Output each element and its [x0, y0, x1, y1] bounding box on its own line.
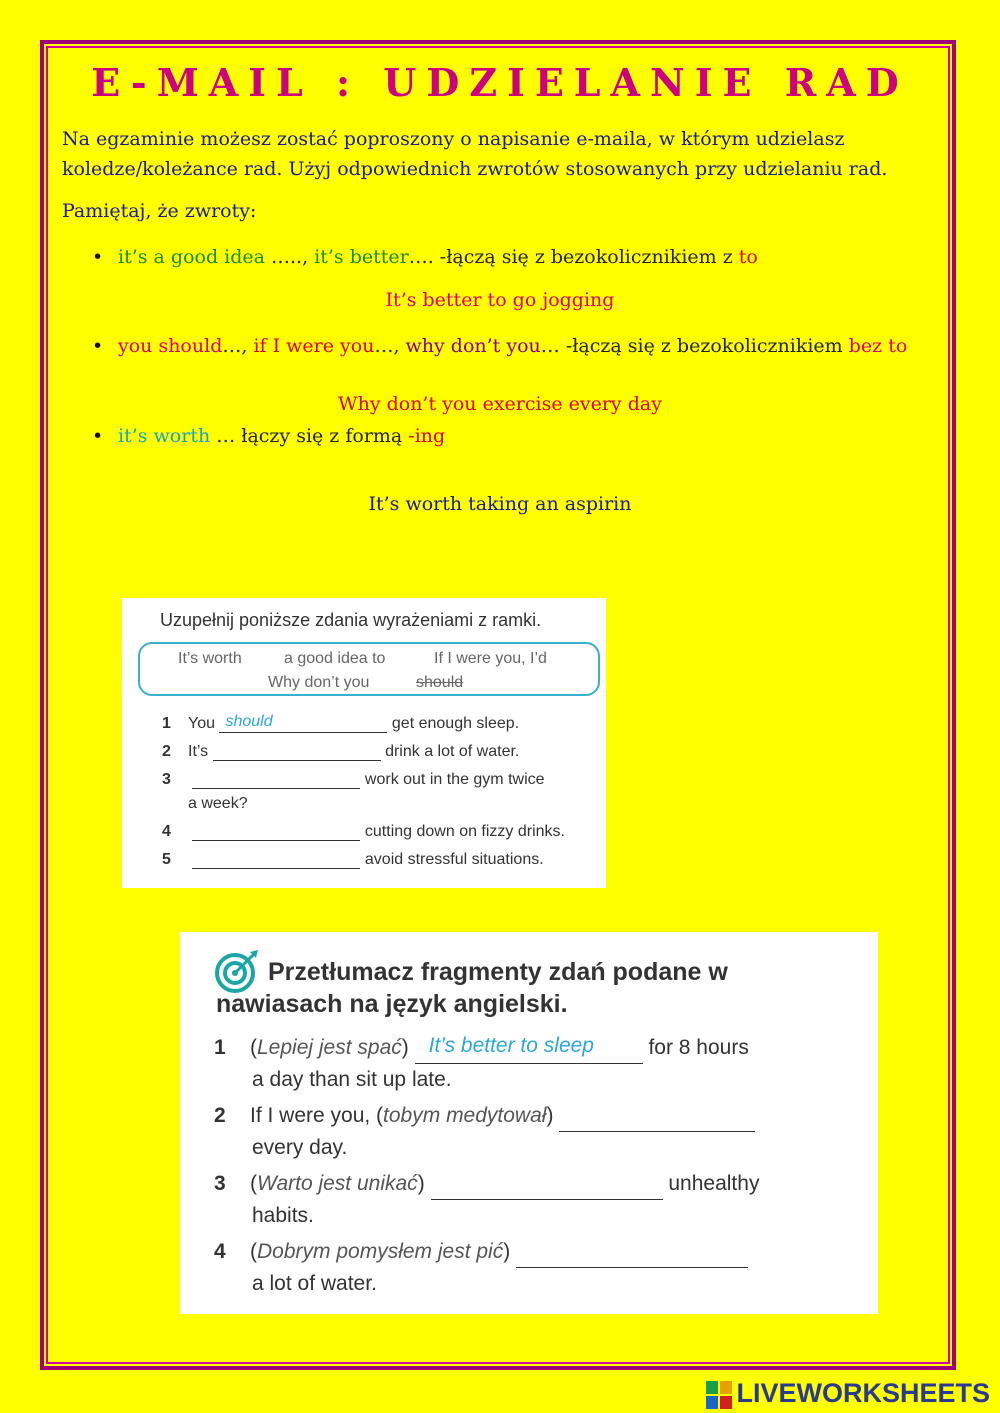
- phrase-better: it’s better: [314, 246, 409, 268]
- example-answer: should: [225, 713, 273, 730]
- phrase-why-dont-you: why don’t you: [405, 335, 541, 357]
- exercise-2-item: 1 (Lepiej jest spać) It’s better to sleep for 8 hours: [214, 1032, 749, 1064]
- exercise-2-item-cont: every day.: [252, 1136, 348, 1159]
- exercise-1-item: 1 You should get enough sleep.: [162, 713, 520, 732]
- word-option: Why don’t you: [268, 674, 370, 691]
- bullet-dot: •: [92, 425, 104, 447]
- keyword-to: to: [738, 246, 758, 268]
- answer-blank[interactable]: [213, 742, 381, 761]
- example-3: It’s worth taking an aspirin: [368, 493, 632, 515]
- exercise-1-item: 2 It’s drink a lot of water.: [162, 743, 520, 760]
- exercise-1-heading: Uzupełnij poniższe zdania wyrażeniami z ramki.: [160, 610, 542, 630]
- phrase-worth: it’s worth: [118, 425, 211, 447]
- phrase-if-i-were-you: if I were you: [253, 335, 375, 357]
- rule-bullet-2: • you should…, if I were you…, why don’t you… -łączą się z bezokolicznikiem bez to: [92, 335, 908, 357]
- keyword-bez-to: bez to: [848, 335, 908, 357]
- exercise-1-item: 4 cutting down on fizzy drinks.: [162, 823, 565, 840]
- word-option-used: should: [416, 674, 464, 691]
- example-answer: It’s better to sleep: [428, 1034, 594, 1057]
- exercise-2-item: 3 (Warto jest unikać) unhealthy: [214, 1168, 759, 1200]
- exercise-1-box: [122, 598, 606, 888]
- answer-blank[interactable]: [516, 1245, 748, 1268]
- rule-bullet-3: • it’s worth … łączy się z formą -ing: [92, 425, 446, 447]
- answer-blank[interactable]: [415, 1034, 643, 1064]
- phrase-should: you should: [118, 335, 223, 357]
- word-option: a good idea to: [284, 650, 386, 667]
- phrase-good-idea: it’s a good idea: [118, 246, 265, 268]
- answer-blank[interactable]: [559, 1109, 755, 1132]
- answer-blank[interactable]: [192, 822, 360, 841]
- answer-blank[interactable]: [192, 770, 360, 789]
- exercise-2-item-cont: a lot of water.: [252, 1272, 377, 1295]
- remember-label: Pamiętaj, że zwroty:: [62, 200, 257, 222]
- exercise-2-item: 4 (Dobrym pomysłem jest pić): [214, 1236, 748, 1268]
- answer-blank[interactable]: [219, 714, 387, 733]
- keyword-ing: -ing: [408, 425, 446, 447]
- rule-bullet-1: • it’s a good idea ….., it’s better…. -łączą się z bezokolicznikiem z to: [92, 246, 758, 268]
- liveworksheets-icon: [706, 1381, 732, 1409]
- exercise-1-item-cont: a week?: [188, 795, 248, 812]
- exercise-1-item: 3 work out in the gym twice: [162, 771, 545, 788]
- bullet-dot: •: [92, 246, 104, 268]
- word-option: If I were you, I’d: [434, 650, 547, 667]
- exercise-2-item: 2 If I were you, (tobym medytował): [214, 1100, 755, 1132]
- exercise-2-box: [180, 932, 878, 1314]
- intro-paragraph: Na egzaminie możesz zostać poproszony o napisanie e-maila, w którym udzielasz koledze/koleżance rad. Użyj odpowiednich zwrotów stosowanych przy udzielaniu rad.: [62, 128, 888, 180]
- exercise-2-heading: Przetłumacz fragmenty zdań podane w nawiasach na język angielski.: [216, 958, 728, 1018]
- answer-blank[interactable]: [192, 850, 360, 869]
- answer-blank[interactable]: [431, 1177, 663, 1200]
- exercise-2-item-cont: a day than sit up late.: [252, 1068, 452, 1091]
- word-box: [138, 642, 600, 696]
- example-2: Why don’t you exercise every day: [338, 393, 662, 415]
- word-option: It’s worth: [178, 650, 242, 667]
- liveworksheets-logo[interactable]: [706, 1378, 990, 1410]
- bullet-dot: •: [92, 335, 104, 357]
- page-title: E-MAIL : UDZIELANIE RAD: [91, 60, 909, 105]
- exercise-1-item: 5 avoid stressful situations.: [162, 851, 544, 868]
- liveworksheets-text: LIVEWORKSHEETS: [736, 1378, 990, 1408]
- exercise-2-item-cont: habits.: [252, 1204, 314, 1227]
- example-1: It’s better to go jogging: [385, 289, 615, 311]
